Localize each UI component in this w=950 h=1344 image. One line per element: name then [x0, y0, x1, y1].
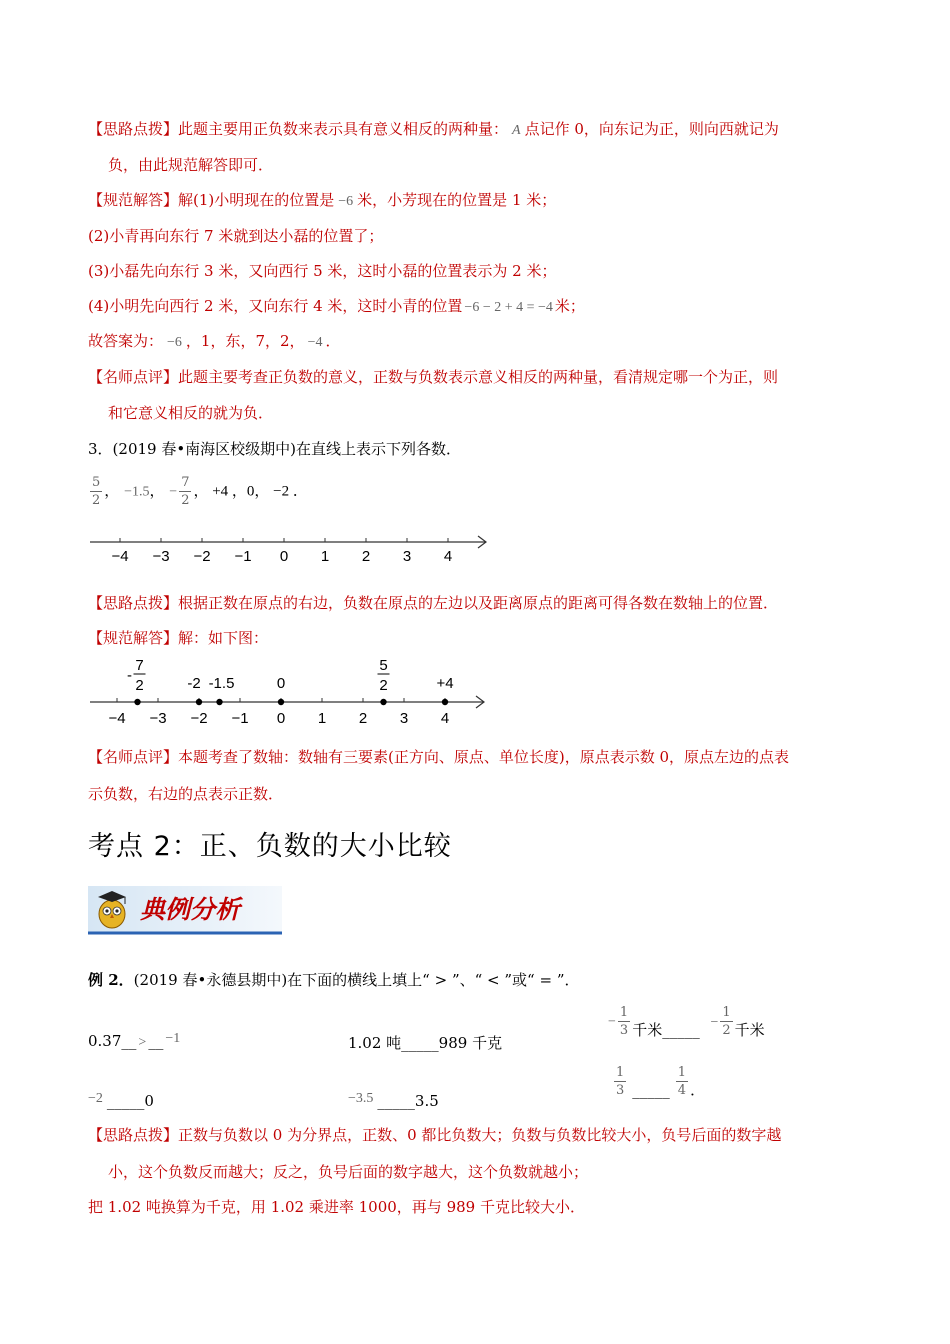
tick-label: −1 — [234, 548, 252, 565]
point-label: 0 — [276, 675, 286, 692]
frac-den: 2 — [135, 677, 144, 694]
compare-4: −2 _____0 — [88, 1091, 154, 1110]
tick-label: 2 — [361, 548, 371, 565]
tick-label: −2 — [193, 548, 211, 565]
example-analysis-banner — [88, 880, 288, 940]
point-fraction-label — [378, 657, 390, 694]
review-tag: 【名师点评】 — [88, 748, 179, 766]
fraction-1-3b: $\frac{1}{3}$ — [616, 1065, 625, 1098]
answer-fill: > — [138, 1035, 147, 1050]
point-fraction-label — [127, 657, 146, 694]
number-line-answer — [88, 655, 498, 735]
compare-6: $\frac{1}{3}$ _____ $\frac{1}{4}$ ． — [616, 1065, 706, 1099]
solution-tag: 【规范解答】 — [88, 629, 179, 647]
review-tag: 【名师点评】 — [88, 368, 179, 386]
fraction-1-2: $\frac{1}{2}$ — [722, 1005, 731, 1038]
point-marker — [216, 699, 222, 705]
tick-label: 0 — [279, 548, 289, 565]
banner-text: 典例分析 — [140, 895, 241, 924]
number-line-question — [88, 530, 498, 570]
ex2-hint-line-1: 【思路点拨】正数与负数以 0 为分界点，正数、0 都比负数大；负数与负数比较大小，负号后面的数字越 — [88, 1126, 782, 1144]
section-title: 考点 2：正、负数的大小比较 — [88, 831, 452, 862]
fraction-1-4: $\frac{1}{4}$ — [677, 1065, 687, 1098]
review-line-1: 【名师点评】此题主要考查正负数的意义，正数与负数表示意义相反的两种量，看清规定哪一个为正，则 — [88, 368, 779, 386]
q3-solution-line: 【规范解答】解：如下图： — [88, 629, 269, 647]
solution-line-4: (4)小明先向西行 2 米，又向东行 4 米，这时小青的位置 −6 − 2 + 4 = −4 米； — [88, 297, 585, 315]
point-marker — [196, 699, 202, 705]
compare-2: 1.02 吨_____989 千克 — [348, 1034, 503, 1052]
frac-sign: - — [127, 667, 132, 684]
ex2-hint-line-2: 小，这个负数反而越大；反之，负号后面的数字越大，这个负数就越小； — [108, 1163, 589, 1181]
hint-tag: 【思路点拨】 — [88, 1126, 179, 1144]
fraction-5-2: $\frac{5}{2}$ — [92, 475, 101, 508]
point-marker — [442, 699, 448, 705]
question-3-title: 3．(2019 春•南海区校级期中)在直线上表示下列各数． — [88, 440, 462, 458]
tick-label: −4 — [111, 548, 129, 565]
tick-label: −3 — [152, 548, 170, 565]
hint-tag: 【思路点拨】 — [88, 120, 179, 138]
hint-tag: 【思路点拨】 — [88, 594, 179, 612]
point-label: -2 — [187, 675, 201, 692]
answer-line: 故答案为： −6 ，1，东，7，2， −4 ． — [88, 332, 341, 350]
tick-label: 1 — [320, 548, 330, 565]
solution-line-2: (2)小青再向东行 7 米就到达小磊的位置了； — [88, 227, 384, 245]
frac-num: 7 — [135, 657, 144, 674]
compare-1: 0.37__ > __ −1 — [88, 1031, 181, 1050]
compare-3: − $\frac{1}{3}$ 千米_____ − $\frac{1}{2}$ 千米 — [608, 1005, 765, 1039]
fraction-1-3: $\frac{1}{3}$ — [619, 1005, 629, 1038]
frac-den: 2 — [379, 677, 388, 694]
point-marker — [380, 699, 386, 705]
review-line-2: 和它意义相反的就为负． — [108, 404, 274, 422]
solution-tag: 【规范解答】 — [88, 191, 179, 209]
solution-line-1: 【规范解答】解(1)小明现在的位置是 −6 米，小芳现在的位置是 1 米； — [88, 191, 557, 209]
tick-label: 3 — [402, 548, 412, 565]
math-A: A — [512, 123, 521, 138]
fraction-7-2: $\frac{7}{2}$ — [181, 475, 190, 508]
tick-label: −4 — [108, 710, 126, 727]
tick-label: −3 — [149, 710, 167, 727]
tick-label: 4 — [440, 710, 450, 727]
point-marker — [278, 699, 284, 705]
example-label: 例 2． — [88, 971, 134, 989]
tick-label: −2 — [190, 710, 208, 727]
tick-label: 1 — [317, 710, 327, 727]
frac-num: 5 — [379, 657, 388, 674]
q3-review-line-2: 示负数，右边的点表示正数． — [88, 785, 284, 803]
question-3-numbers: $\frac{5}{2}$ ， −1.5， − $\frac{7}{2}$ ， +4 ，0， −2 ． — [92, 475, 308, 508]
tick-label: 3 — [399, 710, 409, 727]
compare-5: −3.5 _____3.5 — [348, 1091, 439, 1110]
hint-line-1: 【思路点拨】此题主要用正负数来表示具有意义相反的两种量： A 点记作 0，向东记为正，则向西就记为 — [88, 120, 779, 138]
q3-hint-line: 【思路点拨】根据正数在原点的右边，负数在原点的左边以及距离原点的距离可得各数在数轴上的位置． — [88, 594, 779, 612]
solution-line-3: (3)小磊先向东行 3 米，又向西行 5 米，这时小磊的位置表示为 2 米； — [88, 262, 557, 280]
tick-label: 2 — [358, 710, 368, 727]
example-2-title: 例 2．(2019 春•永德县期中)在下面的横线上填上“ > ”、“ < ”或“ = ”． — [88, 971, 580, 989]
point-marker — [134, 699, 140, 705]
q3-review-line-1: 【名师点评】本题考查了数轴：数轴有三要素(正方向、原点、单位长度)，原点表示数 0，原点左边的点表 — [88, 748, 790, 766]
tick-label: −1 — [231, 710, 249, 727]
ex2-hint-line-3: 把 1.02 吨换算为千克，用 1.02 乘进率 1000，再与 989 千克比较大小． — [88, 1198, 585, 1216]
tick-label: 0 — [276, 710, 286, 727]
point-label: -1.5 — [208, 675, 235, 692]
tick-label: 4 — [443, 548, 453, 565]
point-label: +4 — [436, 675, 454, 692]
owl-mascot-icon — [98, 891, 126, 928]
hint-line-2: 负，由此规范解答即可． — [108, 156, 274, 174]
